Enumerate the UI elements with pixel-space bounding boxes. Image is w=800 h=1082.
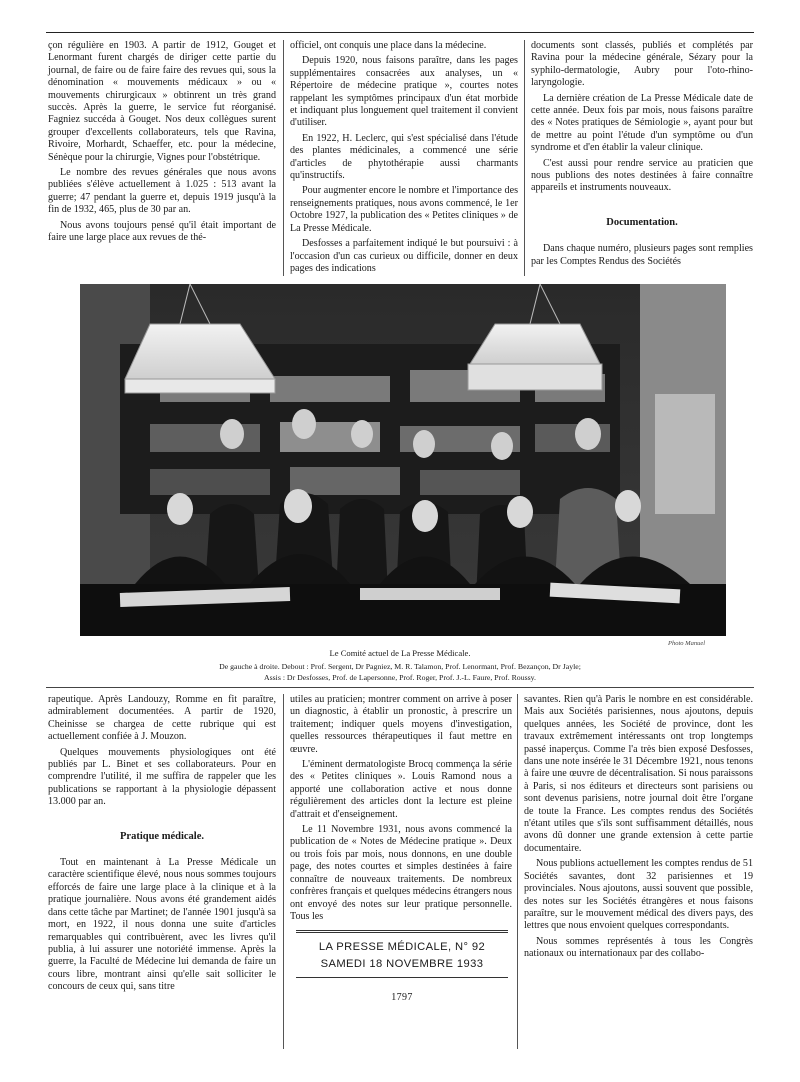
paragraph: çon régulière en 1903. A partir de 1912, Gouget et Lenormant furent chargés de diriger cette partie du journal, de faire ou de faire faire des revues qui, sous la dénomination « mouvements médicaux » ou « mouvements chirurgicaux » obtinrent un très grand succès. Après la guerre, le service fut réorganisé. Fagniez succéda à Gouget. Nos deux collègues surent grouper d'excellents collaborateurs, tels que Ravina, Rivoire, Morhardt, Schaeffer, etc. pour la médecine, Sénèque pour la chirurgie, Vignes pour l'obstétrique. bbox=[48, 40, 276, 163]
photo-caption: Le Comité actuel de La Presse Médicale. bbox=[329, 648, 471, 658]
column-divider bbox=[283, 694, 284, 1049]
journal-masthead bbox=[296, 930, 508, 1003]
paragraph: C'est aussi pour rendre service au praticien que nous publions des notes destinées à faire connaître appareils et instruments nouveaux. bbox=[531, 157, 753, 194]
journal-title: LA PRESSE MÉDICALE, N° 92 bbox=[318, 941, 486, 953]
top-column-1 bbox=[48, 40, 276, 248]
paragraph: Le nombre des revues générales que nous avons publiées s'élève actuellement à 1.025 : 513 avant la guerre; 47 pendant la guerre et, depuis 1919 jusqu'à la fin de 1932, 465, plus de 30 par an. bbox=[48, 167, 276, 216]
column-divider bbox=[517, 694, 518, 1049]
section-heading: Pratique médicale. bbox=[120, 830, 204, 842]
section-heading: Documentation. bbox=[606, 216, 678, 228]
paragraph: Dans chaque numéro, plusieurs pages sont remplies par les Comptes Rendus des Sociétés bbox=[531, 243, 753, 267]
bottom-column-2 bbox=[290, 694, 512, 926]
paragraph: Depuis 1920, nous faisons paraître, dans les pages supplémentaires consacrées aux analyses, un « Répertoire de médecine pratique », courtes notes rappelant les symptômes principaux d'un état morbide et indiquant plus longuement quel traitement il convient d'utiliser. bbox=[290, 55, 518, 129]
paragraph: La dernière création de La Presse Médicale date de cette année. Deux fois par mois, nous faisons paraître des « Notes pratiques de Sémiologie », ayant pour but de mettre au point l'étude d'un symptôme ou d'un syndrome et d'en établir la valeur clinique. bbox=[531, 92, 753, 154]
paragraph: Le 11 Novembre 1931, nous avons commencé la publication de « Notes de Médecine pratique ». Deux ou trois fois par mois, nous donnons, en une double page, des notes courtes et simples destinées à faire connaître de nouveaux traitements. De nombreux confrères français et quelques médecins étrangers nous ont envoyé des notes sur leur pratique personnelle. Tous les bbox=[290, 824, 512, 922]
column-divider bbox=[524, 40, 525, 276]
paragraph: documents sont classés, publiés et complétés par Ravina pour la médecine générale, Sézary pour la syphilo-dermatologie, Aubry pour l'oto-rhino-laryngologie. bbox=[531, 40, 753, 89]
paragraph: Nous publions actuellement les comptes rendus de 51 Sociétés savantes, dont 32 parisiennes et 19 provinciales. Nous ajoutons, aussi souvent que possible, des notes sur les Sociétés étrangères et nous faisons paraître, sur le mouvement médical des divers pays, des lettres que nous envoient quelques correspondants. bbox=[524, 858, 753, 932]
paragraph: L'éminent dermatologiste Brocq commença la série des « Petites cliniques ». Louis Ramond nous a apporté une collaboration active et nous donne régulièrement des articles dont la lecture est pleine d'attrait et d'enseignement. bbox=[290, 759, 512, 820]
paragraph: En 1922, H. Leclerc, qui s'est spécialisé dans l'étude des plantes médicinales, a commencé une série d'articles de phytothérapie aussi charmants qu'instructifs. bbox=[290, 132, 518, 182]
top-column-2 bbox=[290, 40, 518, 278]
paragraph: savantes. Rien qu'à Paris le nombre en est considérable. Mais aux Sociétés parisiennes, nous ajoutons, depuis quelques années, les Société de province, dont les travaux extrêmement intéressants ont trop longtemps passé inaperçus. Comme l'a très bien exposé Desfosses, dans une note insérée le 31 Décembre 1921, nous tenons à faire une œuvre de décentralisation. Si nous paraissons à Paris, si nos éditeurs et directeurs sont parisiens ou sont devenus parisiens, notre journal doit être l'organe de toute la France. Les comptes rendus des Sociétés n'étant utiles que s'ils sont suffisamment détaillés, nous avons dû donner une grande extension à cette partie documentaire. bbox=[524, 694, 753, 854]
bottom-column-1 bbox=[48, 694, 276, 997]
paragraph: Nous avons toujours pensé qu'il était important de faire une large place aux revues de thé- bbox=[48, 219, 276, 244]
paragraph: Desfosses a parfaitement indiqué le but poursuivi : à l'occasion d'un cas curieux ou difficile, donner en deux pages des indications bbox=[290, 238, 518, 274]
page-number: 1797 bbox=[391, 992, 413, 1003]
top-rule bbox=[46, 32, 754, 33]
paragraph: rapeutique. Après Landouzy, Romme en fit paraître, admirablement documentées. A partir de 1920, Cheinisse se chargea de cette rubrique qui est actuellement confiée à J. Mouzon. bbox=[48, 694, 276, 743]
photo-names-seated: Assis : Dr Desfosses, Prof. de Lapersonne, Prof. Roger, Prof. J.-L. Faure, Prof. Roussy. bbox=[263, 673, 537, 682]
paragraph: Nous sommes représentés à tous les Congrès nationaux ou internationaux par des collabo- bbox=[524, 935, 753, 960]
top-column-3 bbox=[531, 40, 753, 271]
paragraph: Quelques mouvements physiologiques ont été publiés par L. Binet et ses collaborateurs. Pour en comprendre l'utilité, il me suffira de rappeler que les publications se rapportant à la physiologie dépassent 13.000 par an. bbox=[48, 746, 276, 808]
committee-photo bbox=[80, 284, 726, 636]
issue-date: SAMEDI 18 NOVEMBRE 1933 bbox=[320, 958, 484, 970]
paragraph: Pour augmenter encore le nombre et l'importance des renseignements pratiques, nous avons commencé, le 1er Octobre 1927, la publication des « Petites cliniques » de La Presse Médicale. bbox=[290, 185, 518, 234]
section-rule bbox=[46, 687, 754, 688]
bottom-column-3 bbox=[524, 694, 753, 964]
committee-photo-image bbox=[80, 284, 726, 636]
paragraph: Tout en maintenant à La Presse Médicale un caractère scientifique élevé, nous nous sommes toujours efforcés de faire une large place à la clinique et à la pratique journalière. Nous avons été grandement aidés dans cette tâche par Martinet; de l'année 1901 jusqu'à sa mort, en 1922, il nous donna une suite d'articles remarquables qui contribuèrent, avec les livres qu'il publia, à lui assurer une notoriété immense. Après la guerre, la Faculté de Médecine lui demanda de faire un cours libre, montrant ainsi qu'elle sait solliciter le concours de ceux qui, sans titre bbox=[48, 857, 276, 993]
photo-credit: Photo Manuel bbox=[668, 640, 706, 647]
photo-names-standing: De gauche à droite. Debout : Prof. Sergent, Dr Pagniez, M. R. Talamon, Prof. Lenormant, Prof. Bezançon, Dr Jayle; bbox=[219, 662, 581, 671]
column-divider bbox=[283, 40, 284, 276]
paragraph: utiles au praticien; montrer comment on arrive à poser un diagnostic, à établir un pronostic, à prescrire un traitement; indiquer quels moyens d'investigation, quelles ressources thérapeutiques il faut mettre en œuvre. bbox=[290, 694, 512, 755]
paragraph: officiel, ont conquis une place dans la médecine. bbox=[290, 40, 487, 51]
